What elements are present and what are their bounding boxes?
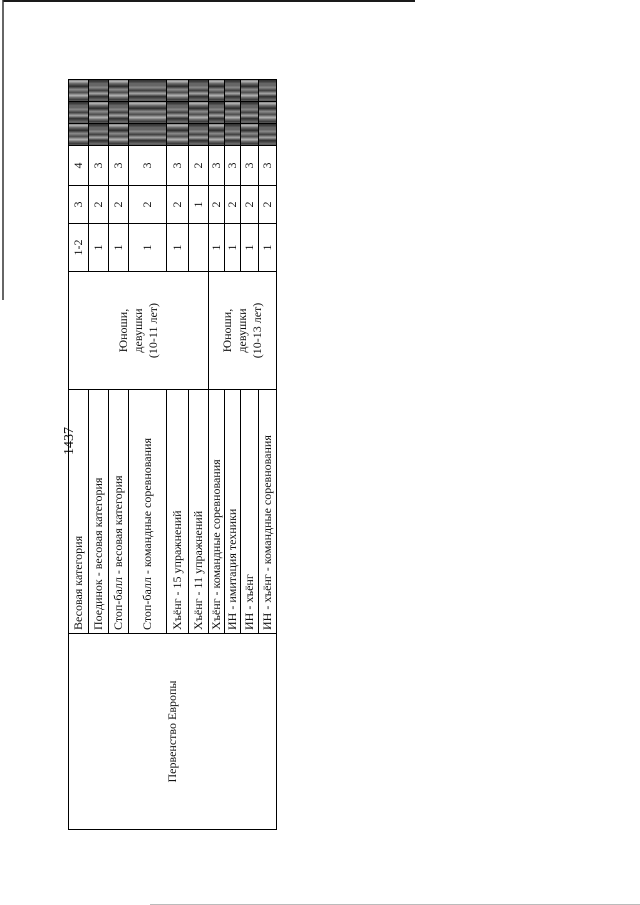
- age-group-line: девушки: [235, 308, 249, 353]
- shaded-cell: [189, 124, 209, 146]
- place-cell: 2: [189, 146, 209, 186]
- place-cell: 2: [129, 186, 167, 224]
- shaded-cell: [241, 124, 259, 146]
- shaded-cell: [259, 80, 277, 102]
- discipline-cell: Хъёнг - 15 упражнений: [167, 390, 189, 634]
- discipline-cell: ИН - имитация техники: [225, 390, 241, 634]
- place-cell: 1: [241, 224, 259, 272]
- discipline-cell: ИН - хъёнг - командные соревнования: [259, 390, 277, 634]
- competition-table: [68, 79, 277, 830]
- shaded-cell: [167, 102, 189, 124]
- shaded-cell: [209, 124, 225, 146]
- place-cell: 2: [89, 186, 109, 224]
- shaded-cell: [69, 80, 89, 102]
- discipline-cell: ИН - хъёнг: [241, 390, 259, 634]
- place-cell: 1: [129, 224, 167, 272]
- place-cell: 3: [167, 146, 189, 186]
- place-cell: 2: [241, 186, 259, 224]
- shaded-cell: [129, 80, 167, 102]
- place-cell: 3: [109, 146, 129, 186]
- scan-edge-top: [3, 0, 415, 2]
- shaded-cell: [69, 102, 89, 124]
- age-group-line: (10-11 лет): [146, 302, 160, 359]
- age-group-cell: [209, 272, 277, 390]
- discipline-cell: Стоп-балл - весовая категория: [109, 390, 129, 634]
- shaded-cell: [259, 124, 277, 146]
- shaded-cell: [69, 124, 89, 146]
- shaded-cell: [89, 80, 109, 102]
- shaded-cell: [109, 124, 129, 146]
- shaded-cell: [241, 102, 259, 124]
- age-group-line: Юноши,: [220, 308, 234, 353]
- shaded-cell: [241, 80, 259, 102]
- shaded-cell: [225, 124, 241, 146]
- age-group-line: (10-13 лет): [250, 302, 264, 359]
- shaded-cell: [225, 80, 241, 102]
- age-group-line: девушки: [131, 308, 145, 353]
- shaded-cell: [209, 80, 225, 102]
- shaded-cell: [259, 102, 277, 124]
- shaded-cell: [209, 102, 225, 124]
- shaded-cell: [225, 102, 241, 124]
- place-cell: 3: [225, 146, 241, 186]
- place-cell: 3: [209, 146, 225, 186]
- age-group-line: Юноши,: [116, 308, 130, 353]
- place-cell: 3: [69, 186, 89, 224]
- place-cell: 2: [209, 186, 225, 224]
- table-row: [69, 80, 89, 830]
- discipline-cell: Хъёнг - 11 упражнений: [189, 390, 209, 634]
- discipline-cell: Стоп-балл - командные соревнования: [129, 390, 167, 634]
- shaded-cell: [189, 102, 209, 124]
- place-cell: 1: [189, 186, 209, 224]
- place-cell: 3: [129, 146, 167, 186]
- shaded-cell: [109, 102, 129, 124]
- shaded-cell: [129, 124, 167, 146]
- place-cell: 1-2: [69, 224, 89, 272]
- place-cell: 1: [167, 224, 189, 272]
- place-cell: [189, 224, 209, 272]
- rotated-table-container: [68, 80, 276, 830]
- shaded-cell: [129, 102, 167, 124]
- place-cell: 1: [109, 224, 129, 272]
- place-cell: 4: [69, 146, 89, 186]
- discipline-cell: Поединок - весовая категория: [89, 390, 109, 634]
- place-cell: 3: [89, 146, 109, 186]
- place-cell: 1: [89, 224, 109, 272]
- place-cell: 2: [225, 186, 241, 224]
- age-group-cell: [69, 272, 209, 390]
- place-cell: 1: [209, 224, 225, 272]
- place-cell: 3: [259, 146, 277, 186]
- discipline-cell: Весовая категория: [69, 390, 89, 634]
- place-cell: 1: [225, 224, 241, 272]
- place-cell: 2: [259, 186, 277, 224]
- discipline-cell: Хъёнг - командные соревнования: [209, 390, 225, 634]
- place-cell: 3: [241, 146, 259, 186]
- scan-edge-left: [2, 0, 4, 300]
- place-cell: 2: [167, 186, 189, 224]
- shaded-cell: [89, 102, 109, 124]
- competition-cell: Первенство Европы: [69, 634, 277, 830]
- place-cell: 1: [259, 224, 277, 272]
- shaded-cell: [189, 80, 209, 102]
- shaded-cell: [109, 80, 129, 102]
- shaded-cell: [167, 124, 189, 146]
- shaded-cell: [89, 124, 109, 146]
- shaded-cell: [167, 80, 189, 102]
- page-number: 1437: [62, 427, 77, 455]
- place-cell: 2: [109, 186, 129, 224]
